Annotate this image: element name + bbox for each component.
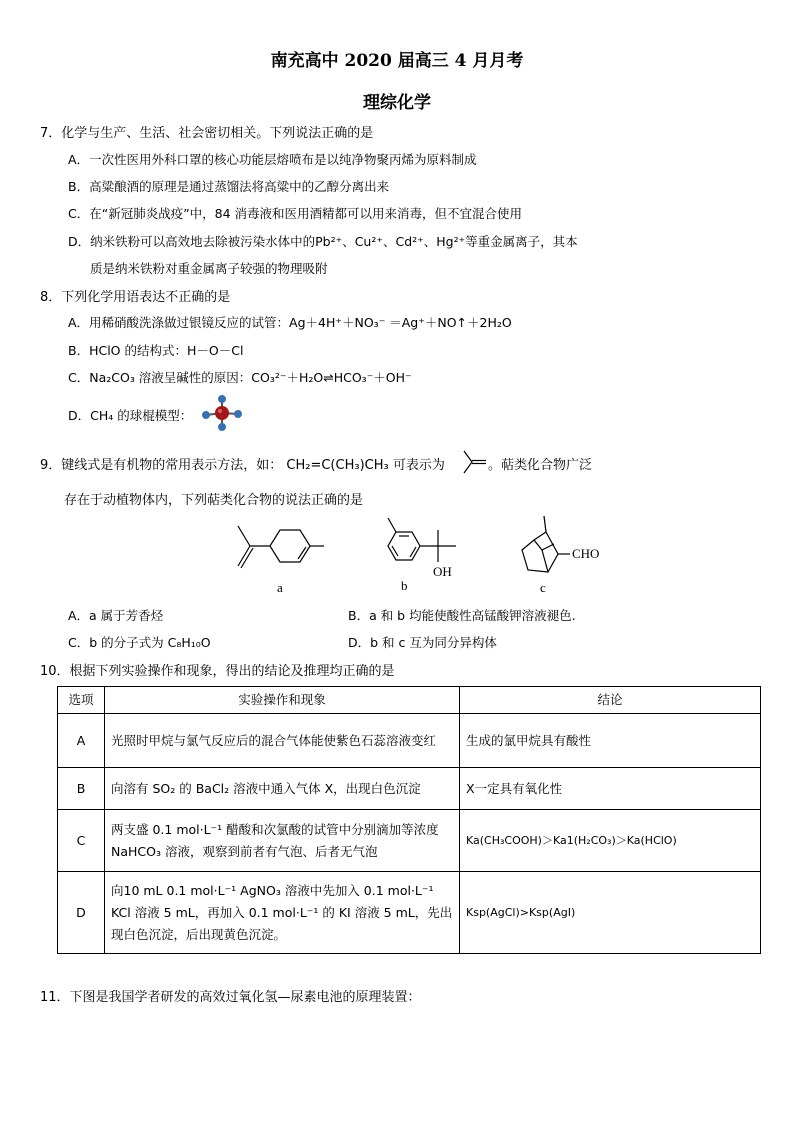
row-operation: 两支盛 0.1 mol·L⁻¹ 醋酸和次氯酸的试管中分别滴加等浓度 NaHCO₃ 溶液，观察到前者有气泡、后者无气泡 <box>105 810 460 872</box>
q8-stem: 8．下列化学用语表达不正确的是 <box>40 290 231 305</box>
q8-option-b: B．HClO 的结构式：H－O－Cl <box>68 343 244 358</box>
q8-option-d: D．CH₄ 的球棍模型： <box>68 408 193 423</box>
molecule-c-label: c <box>540 580 546 595</box>
page-title: 南充高中 2020 届高三 4 月月考 <box>270 51 524 71</box>
page-subtitle: 理综化学 <box>363 93 431 113</box>
column-header-operation: 实验操作和现象 <box>105 687 460 714</box>
table-header-row <box>58 687 761 714</box>
molecule-b-oh-label: OH <box>433 564 452 579</box>
q9-option-d: D．b 和 c 互为同分异构体 <box>348 635 497 650</box>
column-header-conclusion: 结论 <box>460 687 761 714</box>
q9-option-b: B．a 和 b 均能使酸性高锰酸钾溶液褪色. <box>348 608 576 623</box>
molecule-c-cho-label: CHO <box>572 546 600 561</box>
table-row <box>58 768 761 810</box>
table-row <box>58 810 761 872</box>
row-conclusion: 生成的氯甲烷具有酸性 <box>460 714 761 768</box>
experiment-table <box>57 686 761 954</box>
q9-stem-line1b: 。萜类化合物广泛 <box>488 458 593 473</box>
molecule-a-structure <box>226 520 326 584</box>
row-operation: 光照时甲烷与氯气反应后的混合气体能使紫色石蕊溶液变红 <box>105 714 460 768</box>
q9-stem-line1: 9．键线式是有机物的常用表示方法，如： CH₂=C(CH₃)CH₃ 可表示为 <box>40 458 445 473</box>
row-key: B <box>58 768 105 810</box>
q10-stem: 10．根据下列实验操作和现象，得出的结论及推理均正确的是 <box>40 664 395 679</box>
table-row <box>58 872 761 954</box>
row-conclusion: Ksp(AgCl)>Ksp(AgI) <box>460 872 761 954</box>
q8-option-c: C．Na₂CO₃ 溶液呈碱性的原因：CO₃²⁻＋H₂O⇌HCO₃⁻＋OH⁻ <box>68 370 412 385</box>
ch4-ball-stick-model-icon <box>198 394 246 432</box>
q7-option-d: D．纳米铁粉可以高效地去除被污染水体中的Pb²⁺、Cu²⁺、Cd²⁺、Hg²⁺等重金属离子，其本 <box>68 234 578 249</box>
isobutene-skeletal-icon <box>460 448 490 476</box>
row-conclusion: X一定具有氧化性 <box>460 768 761 810</box>
row-conclusion: Ka(CH₃COOH)＞Ka1(H₂CO₃)＞Ka(HClO) <box>460 810 761 872</box>
q7-option-c: C．在“新冠肺炎战疫”中，84 消毒液和医用酒精都可以用来消毒，但不宜混合使用 <box>68 206 523 221</box>
q8-option-a: A．用稀硝酸洗涤做过银镜反应的试管：Ag＋4H⁺＋NO₃⁻ ＝Ag⁺＋NO↑＋2H₂O <box>68 315 512 330</box>
row-key: A <box>58 714 105 768</box>
q11-stem: 11．下图是我国学者研发的高效过氧化氢—尿素电池的原理装置： <box>40 990 421 1005</box>
molecule-a-label: a <box>277 580 283 595</box>
row-key: C <box>58 810 105 872</box>
q7-option-a: A．一次性医用外科口罩的核心功能层熔喷布是以纯净物聚丙烯为原料制成 <box>68 152 477 167</box>
q7-stem: 7．化学与生产、生活、社会密切相关。下列说法正确的是 <box>40 126 374 141</box>
row-operation: 向溶有 SO₂ 的 BaCl₂ 溶液中通入气体 X，出现白色沉淀 <box>105 768 460 810</box>
column-header-option: 选项 <box>58 687 105 714</box>
q9-option-c: C．b 的分子式为 C₈H₁₀O <box>68 635 211 650</box>
q9-option-a: A．a 属于芳香烃 <box>68 608 164 623</box>
q7-option-b: B．高粱酿酒的原理是通过蒸馏法将高粱中的乙醇分离出来 <box>68 179 390 194</box>
molecule-c-structure <box>514 514 574 578</box>
q9-stem-line2: 存在于动植物体内，下列萜类化合物的说法正确的是 <box>64 493 364 508</box>
molecule-b-label: b <box>401 578 408 593</box>
table-row <box>58 714 761 768</box>
row-operation: 向10 mL 0.1 mol·L⁻¹ AgNO₃ 溶液中先加入 0.1 mol·L⁻¹ KCl 溶液 5 mL，再加入 0.1 mol·L⁻¹ 的 KI 溶液 5 mL，先出现白色沉淀，后出现黄色沉淀。 <box>105 872 460 954</box>
row-key: D <box>58 872 105 954</box>
q7-option-d-cont: 质是纳米铁粉对重金属离子较强的物理吸附 <box>90 261 328 276</box>
